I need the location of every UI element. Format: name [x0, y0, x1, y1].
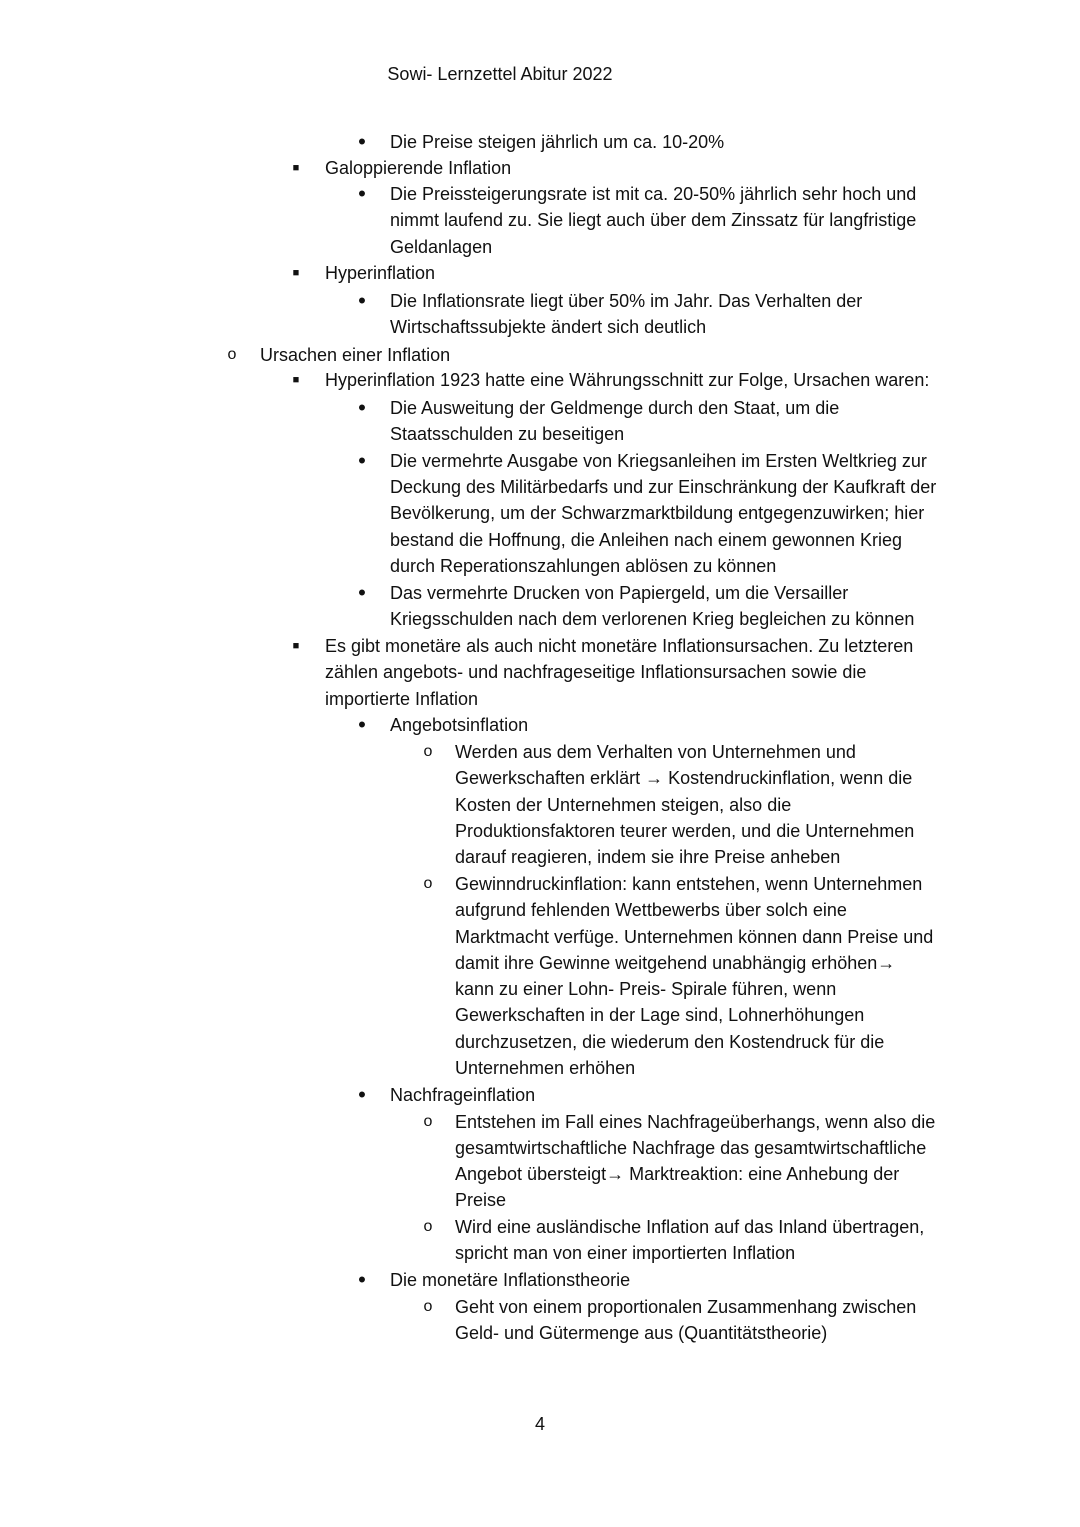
list-item: Produktionsfaktoren teurer werden, und die Unternehmen — [455, 821, 915, 841]
list-item: Werden aus dem Verhalten von Unternehmen und — [455, 742, 856, 762]
list-item: damit ihre Gewinne weitgehend unabhängig erhöhen→ — [455, 953, 896, 973]
bullet-circle-icon: o — [423, 875, 433, 892]
list-item: Wirtschaftssubjekte ändert sich deutlich — [390, 317, 707, 337]
list-item: spricht man von einer importierten Inflation — [455, 1243, 796, 1263]
list-item: Staatsschulden zu beseitigen — [390, 424, 625, 444]
bullet-square-icon: ■ — [292, 162, 300, 174]
bullet-circle-icon: o — [423, 1298, 433, 1315]
list-item: Deckung des Militärbedarfs und zur Einschränkung der Kaufkraft der — [390, 477, 937, 497]
list-item: kann zu einer Lohn- Preis- Spirale führen, wenn — [455, 979, 837, 999]
bullet-square-icon: ■ — [292, 267, 300, 279]
list-item: Angebotsinflation — [390, 715, 529, 735]
list-item: Die monetäre Inflationstheorie — [390, 1270, 631, 1290]
list-item: nimmt laufend zu. Sie liegt auch über dem Zinssatz für langfristige — [390, 210, 917, 230]
list-item: gesamtwirtschaftliche Nachfrage das gesamtwirtschaftliche — [455, 1138, 927, 1158]
list-item: Gewinndruckinflation: kann entstehen, wenn Unternehmen — [455, 874, 923, 894]
list-item: Hyperinflation 1923 hatte eine Währungsschnitt zur Folge, Ursachen waren: — [325, 370, 930, 390]
bullet-dot-icon: • — [358, 395, 366, 420]
list-item: aufgrund fehlenden Wettbewerbs über solch eine — [455, 900, 847, 920]
list-item: Preise — [455, 1190, 507, 1210]
list-item: Kriegsschulden nach dem verlorenen Krieg begleichen zu können — [390, 609, 915, 629]
list-item: durchzusetzen, die wiederum den Kostendruck für die — [455, 1032, 885, 1052]
bullet-square-icon: ■ — [292, 374, 300, 386]
list-item: Geht von einem proportionalen Zusammenhang zwischen — [455, 1297, 917, 1317]
bullet-dot-icon: • — [358, 181, 366, 206]
list-item: Unternehmen erhöhen — [455, 1058, 636, 1078]
list-item: Angebot übersteigt→ Marktreaktion: eine Anhebung der — [455, 1164, 900, 1184]
list-item: Bevölkerung, um der Schwarzmarktbildung entgegenzuwirken; hier — [390, 503, 925, 523]
list-item: Die Preissteigerungsrate ist mit ca. 20-50% jährlich sehr hoch und — [390, 184, 917, 204]
list-item: bestand die Hoffnung, die Anleihen nach einem gewonnen Krieg — [390, 530, 903, 550]
list-item: Galoppierende Inflation — [325, 158, 512, 178]
list-item: darauf reagieren, indem sie ihre Preise anheben — [455, 847, 841, 867]
list-item: Marktmacht verfüge. Unternehmen können dann Preise und — [455, 927, 934, 947]
bullet-circle-icon: o — [227, 346, 237, 363]
list-item: Geld- und Gütermenge aus (Quantitätstheorie) — [455, 1323, 828, 1343]
list-item: Die Ausweitung der Geldmenge durch den Staat, um die — [390, 398, 840, 418]
list-item: Wird eine ausländische Inflation auf das Inland übertragen, — [455, 1217, 925, 1237]
bullet-dot-icon: • — [358, 580, 366, 605]
list-item: zählen angebots- und nachfrageseitige Inflationsursachen sowie die — [325, 662, 867, 682]
bullet-dot-icon: • — [358, 712, 366, 737]
list-item: Hyperinflation — [325, 263, 436, 283]
list-item: Entstehen im Fall eines Nachfrageüberhangs, wenn also die — [455, 1112, 936, 1132]
bullet-dot-icon: • — [358, 1267, 366, 1292]
bullet-circle-icon: o — [423, 1218, 433, 1235]
bullet-circle-icon: o — [423, 743, 433, 760]
list-item: Das vermehrte Drucken von Papiergeld, um die Versailler — [390, 583, 849, 603]
page-title: Sowi- Lernzettel Abitur 2022 — [387, 64, 613, 84]
list-item: Die Preise steigen jährlich um ca. 10-20% — [390, 132, 725, 152]
list-item: Gewerkschaften in der Lage sind, Lohnerhöhungen — [455, 1005, 865, 1025]
list-item: Kosten der Unternehmen steigen, also die — [455, 795, 792, 815]
bullet-square-icon: ■ — [292, 640, 300, 652]
bullet-dot-icon: • — [358, 1082, 366, 1107]
list-item: Gewerkschaften erklärt → Kostendruckinflation, wenn die — [455, 768, 913, 788]
bullet-dot-icon: • — [358, 448, 366, 473]
page-number: 4 — [534, 1414, 545, 1434]
list-item: Die Inflationsrate liegt über 50% im Jahr. Das Verhalten der — [390, 291, 863, 311]
bullet-circle-icon: o — [423, 1113, 433, 1130]
bullet-dot-icon: • — [358, 288, 366, 313]
list-item: Die vermehrte Ausgabe von Kriegsanleihen im Ersten Weltkrieg zur — [390, 451, 927, 471]
list-item: durch Reperationszahlungen ablösen zu können — [390, 556, 777, 576]
list-item: Es gibt monetäre als auch nicht monetäre Inflationsursachen. Zu letzteren — [325, 636, 914, 656]
list-item: Nachfrageinflation — [390, 1085, 536, 1105]
list-item: Ursachen einer Inflation — [260, 345, 451, 365]
list-item: importierte Inflation — [325, 689, 479, 709]
bullet-dot-icon: • — [358, 129, 366, 154]
list-item: Geldanlagen — [390, 237, 493, 257]
